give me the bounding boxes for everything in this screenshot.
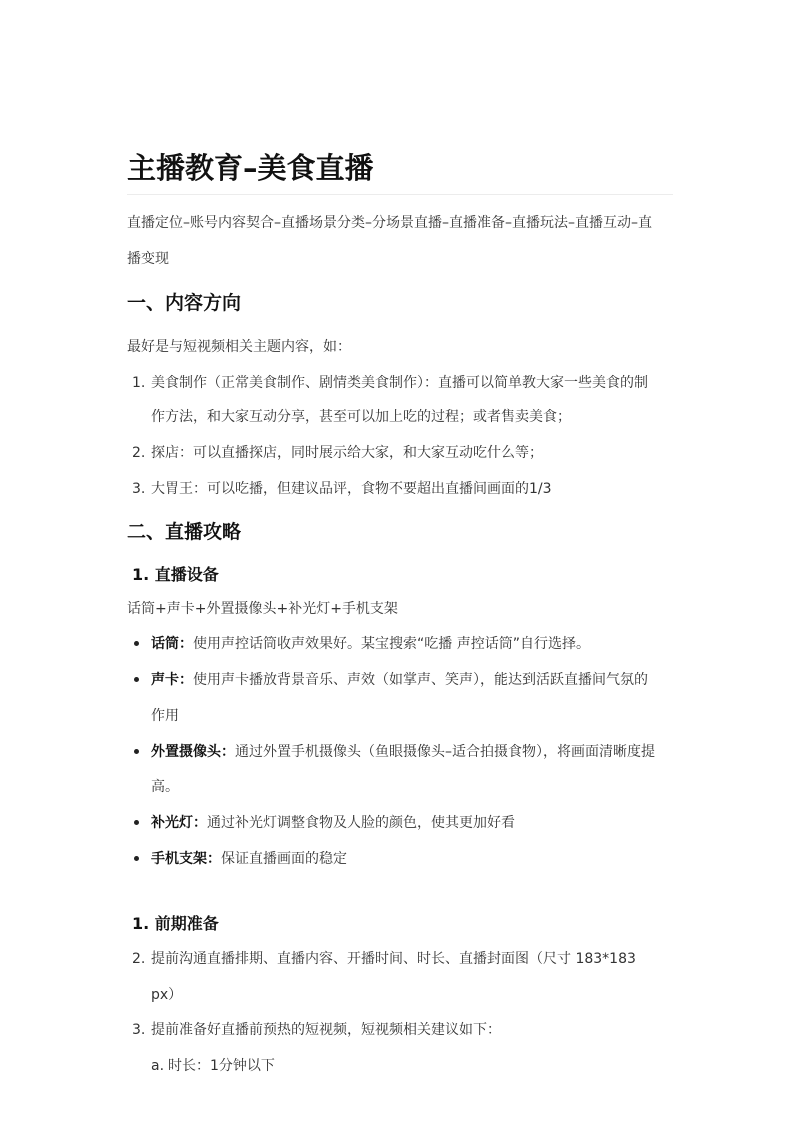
- bullet-label: 手机支架：: [151, 851, 221, 867]
- list-item-line: 大胃王：可以吃播，但建议品评，食物不要超出直播间画面的1/3: [151, 481, 552, 497]
- equipment-lead: 话筒+声卡+外置摄像头+补光灯+手机支架: [127, 601, 398, 617]
- bullet-text: 通过补光灯调整食物及人脸的颜色，使其更加好看: [207, 815, 515, 831]
- bullet-item-soundcard: [151, 670, 648, 690]
- section-heading-content-direction: 一、内容方向: [127, 292, 242, 314]
- list-item-line: 探店：可以直播探店，同时展示给大家，和大家互动吃什么等；: [151, 445, 543, 461]
- bullet-text: 保证直播画面的稳定: [221, 851, 347, 867]
- bullet-text: 使用声卡播放背景音乐、声效（如掌声、笑声），能达到活跃直播间气氛的: [193, 672, 648, 688]
- bullet-label: 补光灯：: [151, 815, 207, 831]
- list-item-line: 作方法，和大家互动分享，甚至可以加上吃的过程；或者售卖美食；: [151, 409, 571, 425]
- list-number: 3.: [132, 481, 146, 497]
- bullet-text: 通过外置手机摄像头（鱼眼摄像头–适合拍摄食物），将画面清晰度提: [235, 744, 655, 760]
- sublist-item-line: 时长：1分钟以下: [168, 1058, 275, 1074]
- bullet-dot: [134, 677, 139, 682]
- bullet-item-mic: [151, 634, 590, 654]
- bullet-item-fill-light: [151, 813, 515, 833]
- list-number: 2.: [132, 445, 146, 461]
- list-number: 2.: [132, 951, 146, 967]
- bullet-dot: [134, 641, 139, 646]
- list-number: 3.: [132, 1022, 146, 1038]
- bullet-text-continued: 高。: [151, 779, 179, 795]
- subsection-heading-equipment: 1. 直播设备: [132, 565, 219, 584]
- bullet-label: 外置摄像头：: [151, 744, 235, 760]
- bullet-item-camera: [151, 742, 655, 762]
- sublist-marker: a.: [151, 1058, 165, 1074]
- bullet-label: 话筒：: [151, 636, 193, 652]
- bullet-label: 声卡：: [151, 672, 193, 688]
- bullet-item-phone-stand: [151, 849, 347, 869]
- intro-line-2: 播变现: [127, 251, 169, 267]
- bullet-dot: [134, 856, 139, 861]
- section1-lead: 最好是与短视频相关主题内容，如：: [127, 339, 351, 355]
- list-item-line: 美食制作（正常美食制作、剧情类美食制作）：直播可以简单教大家一些美食的制: [151, 375, 648, 391]
- list-item-line: 提前沟通直播排期、直播内容、开播时间、时长、直播封面图（尺寸 183*183: [151, 951, 636, 967]
- title-divider: [127, 194, 673, 195]
- subsection-heading-preparation: 1. 前期准备: [132, 914, 219, 933]
- list-item-line: 提前准备好直播前预热的短视频，短视频相关建议如下：: [151, 1022, 501, 1038]
- list-number: 1.: [132, 375, 146, 391]
- document-title: 主播教育–美食直播: [127, 151, 374, 185]
- intro-line-1: 直播定位–账号内容契合–直播场景分类–分场景直播–直播准备–直播玩法–直播互动–直: [127, 215, 652, 231]
- list-item-line: px）: [151, 987, 183, 1003]
- bullet-text: 使用声控话筒收声效果好。某宝搜索“吃播 声控话筒”自行选择。: [193, 636, 590, 652]
- bullet-text-continued: 作用: [151, 708, 179, 724]
- section-heading-live-strategy: 二、直播攻略: [127, 521, 242, 543]
- bullet-dot: [134, 749, 139, 754]
- bullet-dot: [134, 820, 139, 825]
